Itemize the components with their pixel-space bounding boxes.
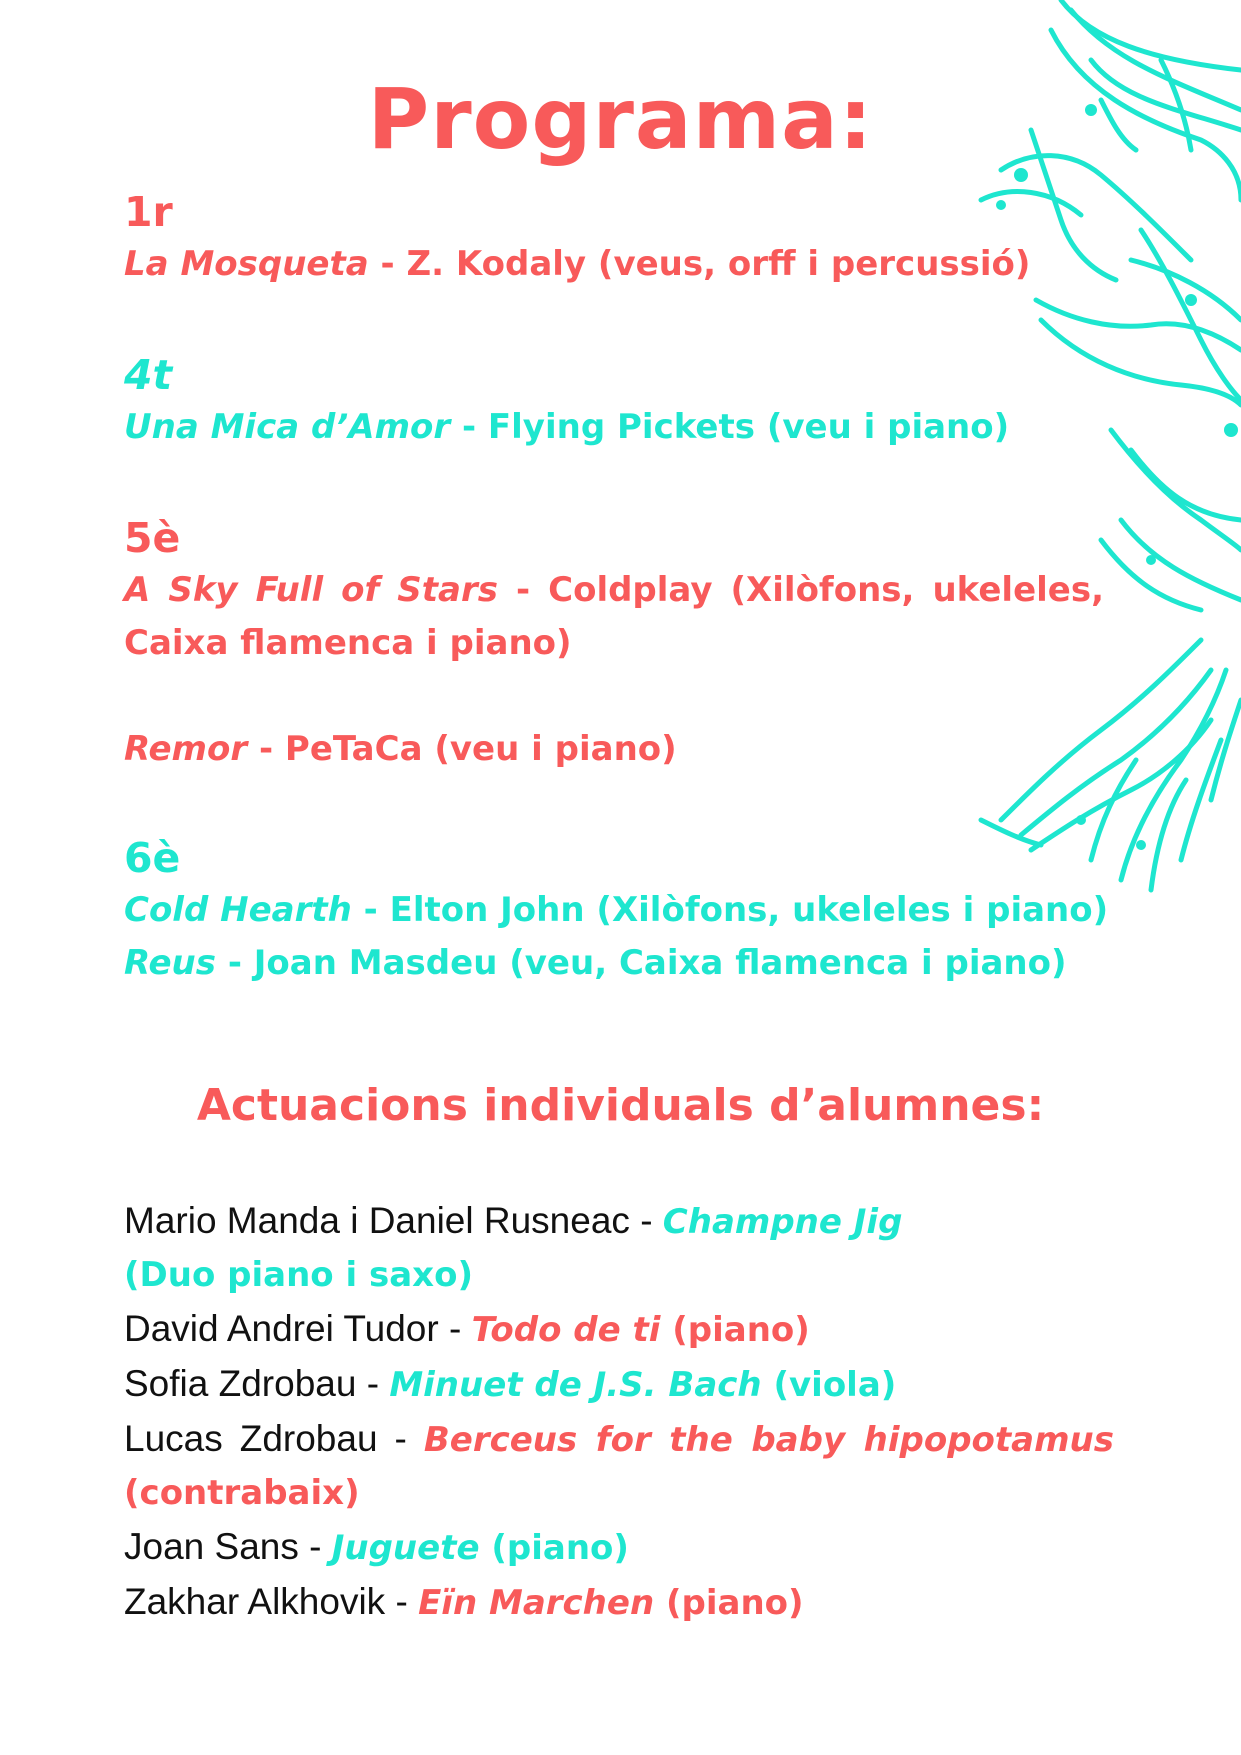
individual-performances-list bbox=[124, 1194, 1114, 1630]
song-details: - PeTaCa (veu i piano) bbox=[247, 729, 677, 769]
song-title: Reus bbox=[124, 943, 216, 983]
grade-4t-section bbox=[124, 349, 1114, 454]
song-title: Una Mica d’Amor bbox=[124, 407, 451, 447]
song-details: - Elton John (Xilòfons, ukeleles i piano) bbox=[351, 890, 1109, 930]
program-entry bbox=[124, 564, 1104, 670]
song-title: Remor bbox=[124, 729, 248, 769]
performer-name: Sofia Zdrobau - bbox=[124, 1363, 390, 1404]
performance-item bbox=[124, 1412, 1114, 1520]
piece-title: Berceus for the baby hipopotamus bbox=[423, 1420, 1114, 1460]
performer-name: David Andrei Tudor - bbox=[124, 1308, 472, 1349]
program-entry bbox=[124, 723, 1114, 776]
grade-label: 4t bbox=[124, 351, 173, 399]
song-title: Cold Hearth bbox=[124, 890, 352, 930]
performance-item bbox=[124, 1357, 1114, 1412]
song-title: La Mosqueta bbox=[124, 244, 369, 284]
grade-heading bbox=[124, 349, 1114, 401]
performance-item bbox=[124, 1575, 1114, 1630]
piece-title: Champne Jig bbox=[662, 1202, 903, 1242]
song-title: A Sky Full of Stars bbox=[124, 570, 498, 610]
instrument: (piano) bbox=[654, 1583, 804, 1623]
program-list bbox=[124, 186, 1114, 990]
program-entry bbox=[124, 937, 1114, 990]
piece-title: Juguete bbox=[331, 1528, 480, 1568]
performance-item bbox=[124, 1194, 1114, 1302]
instrument: (piano) bbox=[660, 1310, 810, 1350]
piece-title: Minuet de J.S. Bach bbox=[389, 1365, 762, 1405]
piece-title: Todo de ti bbox=[471, 1310, 661, 1350]
instrument: (contrabaix) bbox=[124, 1473, 360, 1513]
performer-name: Joan Sans - bbox=[124, 1526, 332, 1567]
instrument: (piano) bbox=[479, 1528, 629, 1568]
performance-item bbox=[124, 1520, 1114, 1575]
song-details: - Coldplay (Xilòfons, ukeleles, Caixa flamenca i piano) bbox=[124, 570, 1104, 663]
song-details: - Flying Pickets (veu i piano) bbox=[450, 407, 1010, 447]
page-title: Programa: bbox=[367, 70, 874, 168]
performance-item bbox=[124, 1302, 1114, 1357]
performer-name: Lucas Zdrobau - bbox=[124, 1418, 424, 1459]
song-details: - Joan Masdeu (veu, Caixa flamenca i piano) bbox=[216, 943, 1067, 983]
program-entry bbox=[124, 884, 1114, 937]
grade-heading: 1r bbox=[124, 188, 173, 236]
grade-heading: 6è bbox=[124, 834, 181, 882]
piece-title: Eïn Marchen bbox=[418, 1583, 655, 1623]
program-entry bbox=[124, 401, 1114, 454]
performer-name: Mario Manda i Daniel Rusneac - bbox=[124, 1200, 663, 1241]
instrument: (Duo piano i saxo) bbox=[124, 1255, 473, 1295]
program-entry bbox=[124, 238, 1114, 291]
grade-1r-section bbox=[124, 186, 1114, 291]
grade-6e-section bbox=[124, 832, 1114, 990]
performer-name: Zakhar Alkhovik - bbox=[124, 1581, 419, 1622]
song-details: - Z. Kodaly (veus, orff i percussió) bbox=[368, 244, 1031, 284]
grade-5e-section bbox=[124, 512, 1114, 776]
grade-heading: 5è bbox=[124, 514, 181, 562]
instrument: (viola) bbox=[761, 1365, 897, 1405]
individual-heading: Actuacions individuals d’alumnes: bbox=[196, 1080, 1045, 1131]
